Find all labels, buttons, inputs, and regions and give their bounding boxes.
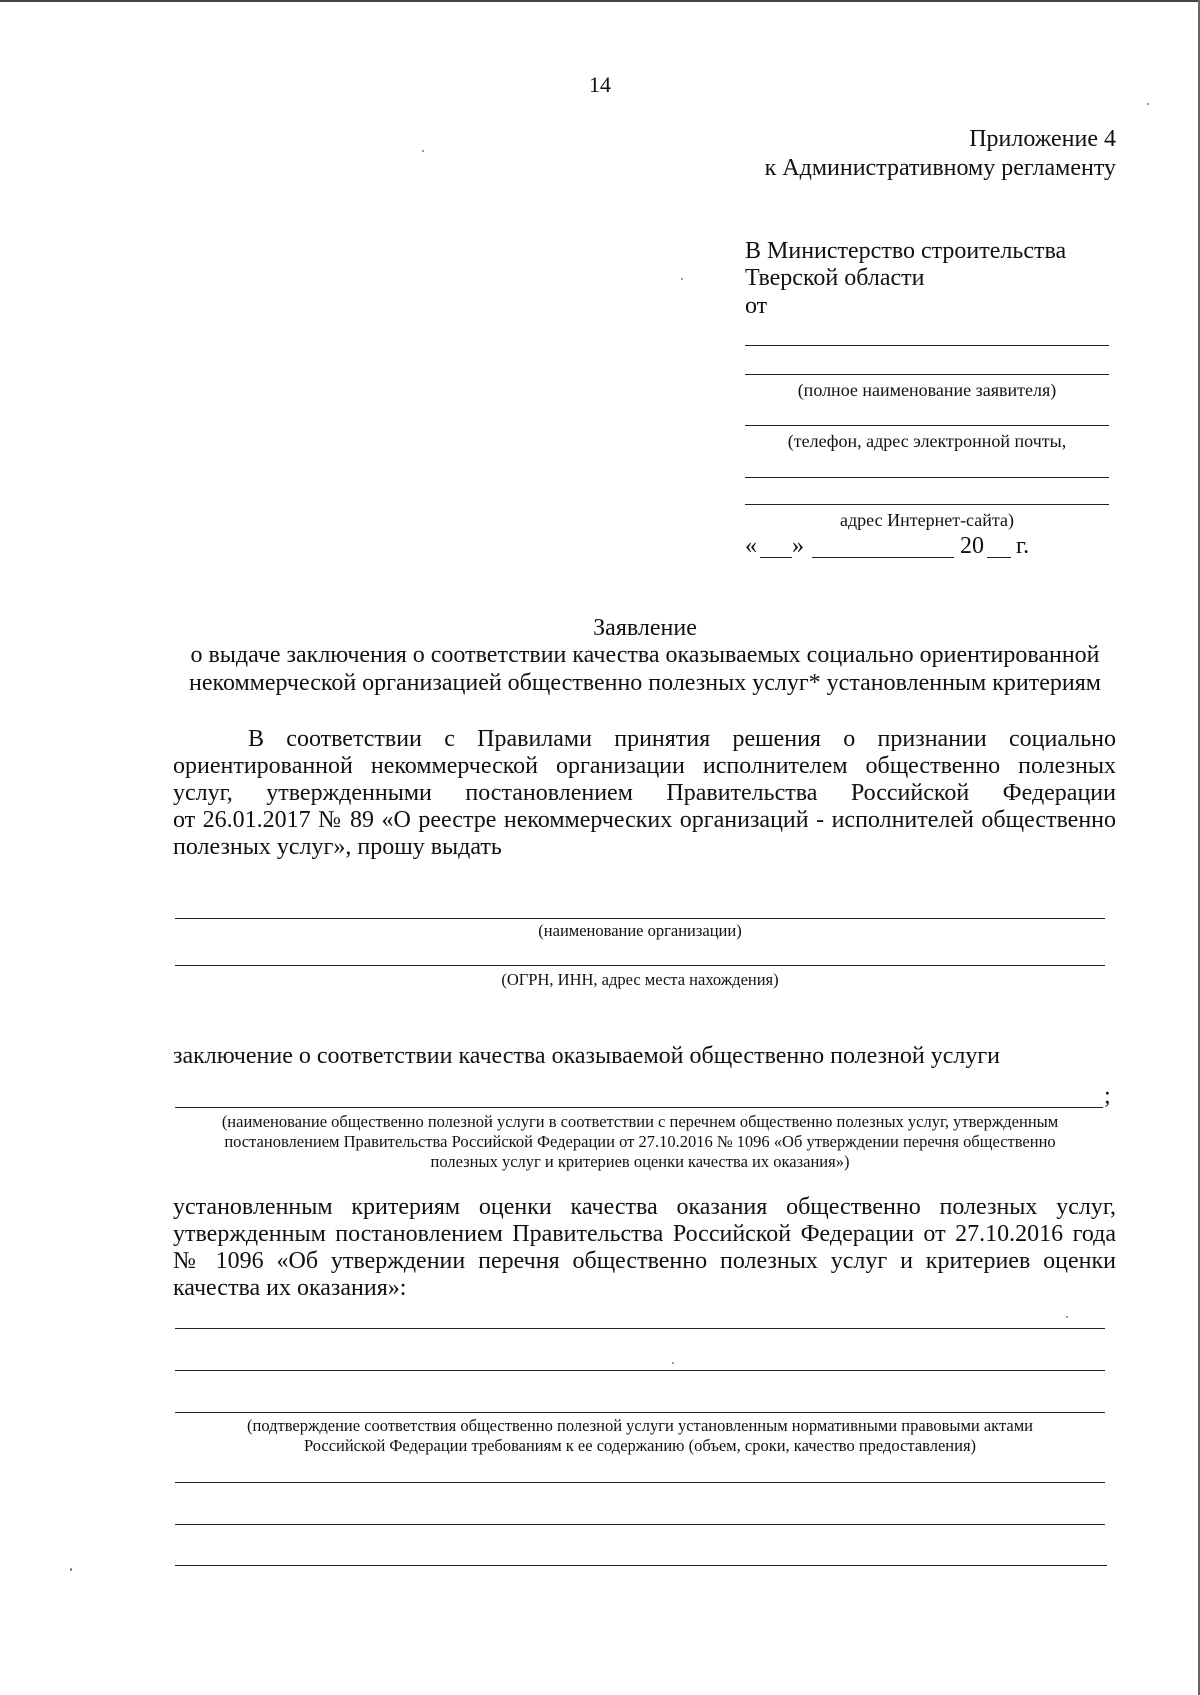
org-name-caption: (наименование организации) [538, 921, 742, 940]
criteria-line: качества их оказания»: [173, 1275, 407, 1301]
addressee-line-1: В Министерство строительства [745, 238, 1067, 264]
heading-line-2: некоммерческой организацией общественно полезных услуг* установленным критериям [189, 670, 1101, 696]
criteria-line: установленным критериям оценки качества оказания общественно полезных услуг, [173, 1194, 1116, 1220]
body-line: ориентированной некоммерческой организации исполнителем общественно полезных [173, 753, 1116, 779]
service-caption-line: полезных услуг и критериев оценки качества их оказания») [430, 1152, 850, 1171]
confirmation-field-line-3[interactable] [175, 1412, 1105, 1413]
body-line: услуг, утвержденными постановлением Правительства Российской Федерации [173, 780, 1116, 806]
semicolon: ; [1104, 1083, 1111, 1109]
conclusion-line: заключение о соответствии качества оказываемой общественно полезной услуги [173, 1043, 1001, 1069]
contacts-caption: (телефон, адрес электронной почты, [787, 431, 1067, 451]
body-line: от 26.01.2017 № 89 «О реестре некоммерческих организаций - исполнителей общественно [173, 807, 1116, 833]
confirmation-field-line-2[interactable] [175, 1370, 1105, 1371]
confirmation-caption-line: (подтверждение соответствия общественно полезной услуги установленным нормативными правовыми актами [247, 1416, 1033, 1435]
service-caption-line: (наименование общественно полезной услуги в соответствии с перечнем общественно полезных услуг, утвержденным [221, 1112, 1059, 1131]
confirmation-field-line-4[interactable] [175, 1482, 1105, 1483]
criteria-paragraph [173, 1194, 1116, 1302]
scan-speck [70, 1568, 72, 1571]
body-paragraph [173, 726, 1116, 861]
service-caption [175, 1112, 1105, 1172]
scan-speck [1066, 1316, 1068, 1318]
website-caption: адрес Интернет-сайта) [840, 510, 1014, 530]
scan-edge-top [0, 0, 1200, 2]
org-details-field[interactable] [175, 965, 1105, 966]
date-year-prefix: 20 [960, 533, 984, 559]
scan-speck [672, 1362, 674, 1364]
criteria-line: № 1096 «Об утверждении перечня общественно полезных услуг и критериев оценки [173, 1248, 1116, 1274]
service-caption-line: постановлением Правительства Российской Федерации от 27.10.2016 № 1096 «Об утверждении перечня общественно [224, 1132, 1056, 1151]
applicant-name-caption: (полное наименование заявителя) [797, 380, 1057, 400]
criteria-line: утвержденным постановлением Правительства Российской Федерации от 27.10.2016 года [173, 1221, 1116, 1247]
date-month-field[interactable] [812, 557, 954, 558]
addressee-line-3: от [745, 293, 768, 319]
confirmation-field-line-1[interactable] [175, 1328, 1105, 1329]
scan-speck [1147, 103, 1149, 105]
date-open-quote: « [745, 533, 757, 559]
page-number: 14 [589, 72, 611, 97]
addressee-line-2: Тверской области [745, 265, 925, 291]
org-details-caption: (ОГРН, ИНН, адрес места нахождения) [501, 970, 779, 989]
service-name-field[interactable] [175, 1107, 1103, 1108]
date-year-field[interactable] [987, 557, 1011, 558]
date-year-suffix: г. [1016, 533, 1030, 559]
contacts-field-line[interactable] [745, 425, 1109, 426]
scan-speck [422, 150, 424, 152]
document-title: Заявление [593, 615, 697, 641]
date-day-field[interactable] [760, 557, 792, 558]
scan-speck [681, 278, 683, 280]
contacts-field-line-2[interactable] [745, 477, 1109, 478]
org-name-field[interactable] [175, 918, 1105, 919]
appendix-line-1: Приложение 4 [969, 126, 1116, 152]
appendix-line-2: к Административному регламенту [764, 155, 1116, 181]
applicant-field-line-2[interactable] [745, 374, 1109, 375]
confirmation-field-line-5[interactable] [175, 1524, 1105, 1525]
body-line: В соответствии с Правилами принятия решения о признании социально [248, 726, 1116, 752]
contacts-field-line-3[interactable] [745, 504, 1109, 505]
confirmation-caption-line: Российской Федерации требованиям к ее содержанию (объем, сроки, качество предоставления) [303, 1436, 977, 1455]
applicant-field-line-1[interactable] [745, 345, 1109, 346]
body-line: полезных услуг», прошу выдать [173, 834, 502, 860]
date-close-quote: » [792, 533, 804, 559]
confirmation-field-line-6[interactable] [175, 1565, 1107, 1566]
confirmation-caption [175, 1416, 1105, 1456]
heading-line-1: о выдаче заключения о соответствии качества оказываемых социально ориентированной [190, 642, 1100, 668]
